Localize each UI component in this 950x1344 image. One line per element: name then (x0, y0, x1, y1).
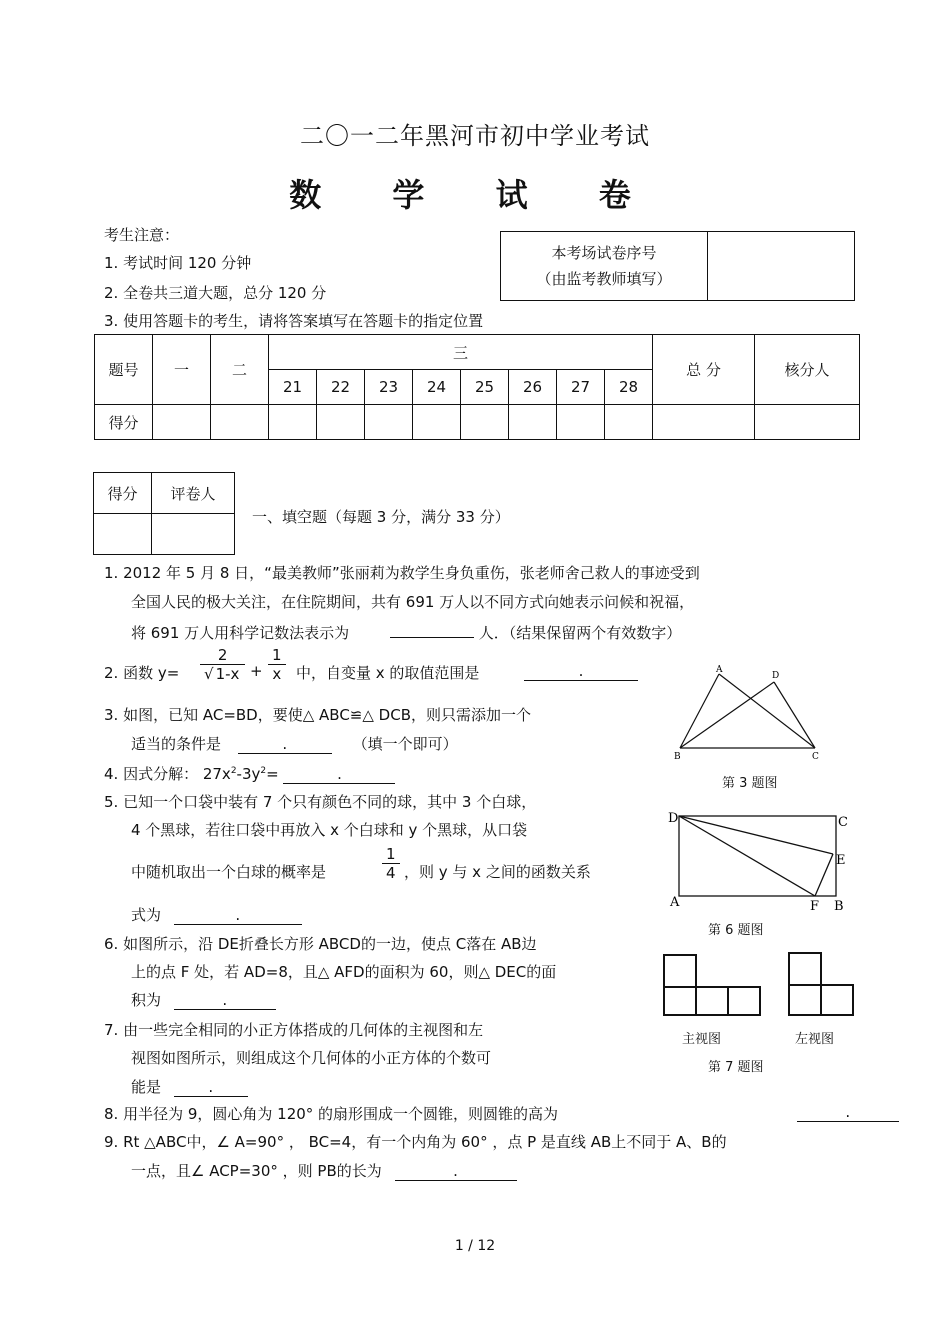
blank-dot: . (235, 906, 241, 924)
question-4-text: 4. 因式分解： 27x (104, 765, 231, 783)
cube-square (789, 985, 821, 1015)
answer-blank-3[interactable] (238, 735, 332, 754)
figure-6-rectangle (662, 806, 852, 912)
label-B: B (834, 899, 844, 912)
cube-square (821, 985, 853, 1015)
label-F: F (810, 899, 820, 912)
question-6-line (131, 989, 276, 1010)
answer-blank-4[interactable] (283, 765, 395, 784)
question-5-text: 式为 (131, 906, 162, 924)
answer-blank-9[interactable] (395, 1162, 517, 1181)
answer-blank-2[interactable] (524, 662, 638, 681)
score-cell[interactable] (365, 405, 413, 440)
col-checker: 核分人 (755, 335, 860, 405)
answer-blank-5[interactable] (174, 906, 302, 925)
col-q28: 28 (605, 370, 653, 405)
question-7-line: 7. 由一些完全相同的小正方体搭成的几何体的主视图和左 (104, 1021, 484, 1039)
notice-item: 1. 考试时间 120 分钟 (104, 254, 252, 272)
serial-note: （由监考教师填写） (536, 270, 672, 288)
fraction-numerator: 1 (382, 845, 400, 864)
blank-dot: . (578, 662, 584, 680)
figure-3-caption: 第 3 题图 (722, 776, 778, 791)
superscript: 2 (260, 766, 267, 776)
question-1-line (131, 619, 681, 643)
score-cell[interactable] (755, 405, 860, 440)
score-cell[interactable] (653, 405, 755, 440)
question-6-line: 上的点 F 处，若 AD=8，且△ AFD的面积为 60，则△ DEC的面 (131, 963, 557, 981)
label-C: C (812, 752, 819, 762)
label-C: C (838, 815, 848, 830)
front-view-label: 主视图 (682, 1032, 722, 1047)
col-q23: 23 (365, 370, 413, 405)
figure-6-caption: 第 6 题图 (708, 923, 764, 938)
fraction-denominator: x (272, 665, 282, 683)
question-7-line (131, 1076, 248, 1097)
score-cell[interactable] (211, 405, 269, 440)
cube-square (728, 987, 760, 1015)
section-heading: 一、填空题（每题 3 分，满分 33 分） (252, 508, 510, 526)
question-4-text: = (266, 765, 279, 783)
question-9-line (131, 1160, 517, 1181)
sqrt-radicand: 1-x (215, 665, 240, 683)
notice-heading: 考生注意： (104, 226, 180, 244)
question-3-line: 3. 如图，已知 AC=BD，要使△ ABC≌△ DCB，则只需添加一个 (104, 706, 531, 724)
question-7-text: 能是 (131, 1078, 162, 1096)
question-4-line (104, 763, 395, 784)
label-A: A (716, 665, 723, 675)
score-cell[interactable] (461, 405, 509, 440)
fraction-1-over-4 (382, 845, 400, 882)
fraction-denominator: 4 (386, 864, 396, 882)
col-q21: 21 (269, 370, 317, 405)
question-9-line: 9. Rt △ABC中，∠ A=90° ， BC=4，有一个内角为 60° ，点 P 是直线 AB上不同于 A、B的 (104, 1133, 727, 1151)
label-B: B (674, 752, 681, 762)
cube-square (789, 953, 821, 985)
blank-dot: . (222, 991, 228, 1009)
grader-score-label: 得分 (94, 473, 152, 514)
col-q22: 22 (317, 370, 365, 405)
fraction-2-over-sqrt (200, 646, 245, 683)
blank-dot: . (453, 1162, 458, 1180)
fraction-1-over-x (268, 646, 286, 683)
figure-7-caption: 第 7 题图 (708, 1060, 764, 1075)
score-cell[interactable] (509, 405, 557, 440)
serial-label: 本考场试卷序号 (551, 244, 657, 262)
question-3-tail: （填一个即可） (352, 735, 458, 753)
fraction-numerator: 2 (200, 646, 245, 665)
col-total: 总 分 (653, 335, 755, 405)
question-8-line: 8. 用半径为 9，圆心角为 120° 的扇形围成一个圆锥，则圆锥的高为 (104, 1105, 559, 1123)
score-cell[interactable] (269, 405, 317, 440)
exam-title: 二〇一二年黑河市初中学业考试 (300, 122, 650, 150)
notice-item: 3. 使用答题卡的考生，请将答案填写在答题卡的指定位置 (104, 312, 484, 330)
question-5-line (131, 904, 302, 925)
blank-dot: . (845, 1103, 851, 1121)
question-5-line: 5. 已知一个口袋中装有 7 个只有颜色不同的球，其中 3 个白球， (104, 793, 537, 811)
label-D: D (668, 811, 679, 826)
col-q27: 27 (557, 370, 605, 405)
left-view-label: 左视图 (795, 1032, 835, 1047)
serial-number-box (500, 231, 855, 301)
grader-name-label: 评卷人 (152, 473, 235, 514)
label-D: D (772, 671, 780, 681)
figure-7-views (660, 950, 860, 1020)
row-label-score: 得分 (95, 405, 153, 440)
cube-square (664, 987, 696, 1015)
label-E: E (836, 853, 846, 868)
serial-input-cell[interactable] (708, 232, 855, 301)
answer-blank-8[interactable] (797, 1103, 899, 1122)
label-A: A (670, 895, 680, 910)
question-2-lead: 2. 函数 y= (104, 664, 180, 682)
col-section-3: 三 (269, 335, 653, 370)
cube-square (664, 955, 696, 987)
plus-sign: + (250, 662, 263, 680)
paper-title: 数 学 试 卷 (289, 176, 661, 214)
col-q25: 25 (461, 370, 509, 405)
question-1-text: 将 691 万人用科学记数法表示为 (131, 624, 350, 642)
question-6-line: 6. 如图所示，沿 DE折叠长方形 ABCD的一边，使点 C落在 AB边 (104, 935, 537, 953)
question-2-text: 中，自变量 x 的取值范围是 (296, 664, 480, 682)
notice-item: 2. 全卷共三道大题，总分 120 分 (104, 284, 327, 302)
question-6-text: 积为 (131, 991, 162, 1009)
blank-dot: . (282, 735, 288, 753)
page-number: 1 / 12 (454, 1238, 496, 1254)
fraction-numerator: 1 (268, 646, 286, 665)
question-1-line: 1. 2012 年 5 月 8 日，“最美教师”张丽莉为救学生身负重伤，张老师舍己救人的事迹受到 (104, 564, 700, 582)
grader-box (93, 472, 235, 555)
score-cell[interactable] (605, 405, 653, 440)
score-cell[interactable] (557, 405, 605, 440)
cube-square (696, 987, 728, 1015)
score-cell[interactable] (413, 405, 461, 440)
grader-name-cell[interactable] (152, 514, 235, 555)
question-7-line: 视图如图所示，则组成这个几何体的小正方体的个数可 (131, 1049, 492, 1067)
col-section-1: 一 (153, 335, 211, 405)
question-3-line (131, 733, 458, 754)
figure-3-triangles (670, 662, 830, 762)
col-q24: 24 (413, 370, 461, 405)
blank-dot: . (337, 765, 342, 783)
superscript: 2 (230, 766, 237, 776)
fraction-denominator: √ 1-x (204, 665, 240, 683)
grader-score-cell[interactable] (94, 514, 152, 555)
question-9-text: 一点，且∠ ACP=30° ，则 PB的长为 (131, 1162, 382, 1180)
answer-blank-6[interactable] (174, 991, 276, 1010)
blank-dot: . (208, 1078, 214, 1096)
col-q26: 26 (509, 370, 557, 405)
answer-blank-1[interactable] (390, 619, 474, 638)
question-3-text: 适当的条件是 (131, 735, 222, 753)
question-5-text: 中随机取出一个白球的概率是 (131, 863, 327, 881)
row-label-question: 题号 (95, 335, 153, 405)
question-1-line: 全国人民的极大关注，在住院期间，共有 691 万人以不同方式向她表示问候和祝福， (131, 593, 695, 611)
question-5-line: 4 个黑球，若往口袋中再放入 x 个白球和 y 个黑球，从口袋 (131, 821, 528, 839)
answer-blank-7[interactable] (174, 1078, 248, 1097)
question-5-text: ，则 y 与 x 之间的函数关系 (404, 863, 591, 881)
question-4-text: -3y (236, 765, 261, 783)
question-1-tail: 人．（结果保留两个有效数字） (478, 624, 682, 642)
score-cell[interactable] (153, 405, 211, 440)
score-cell[interactable] (317, 405, 365, 440)
col-section-2: 二 (211, 335, 269, 405)
score-table (94, 334, 860, 440)
